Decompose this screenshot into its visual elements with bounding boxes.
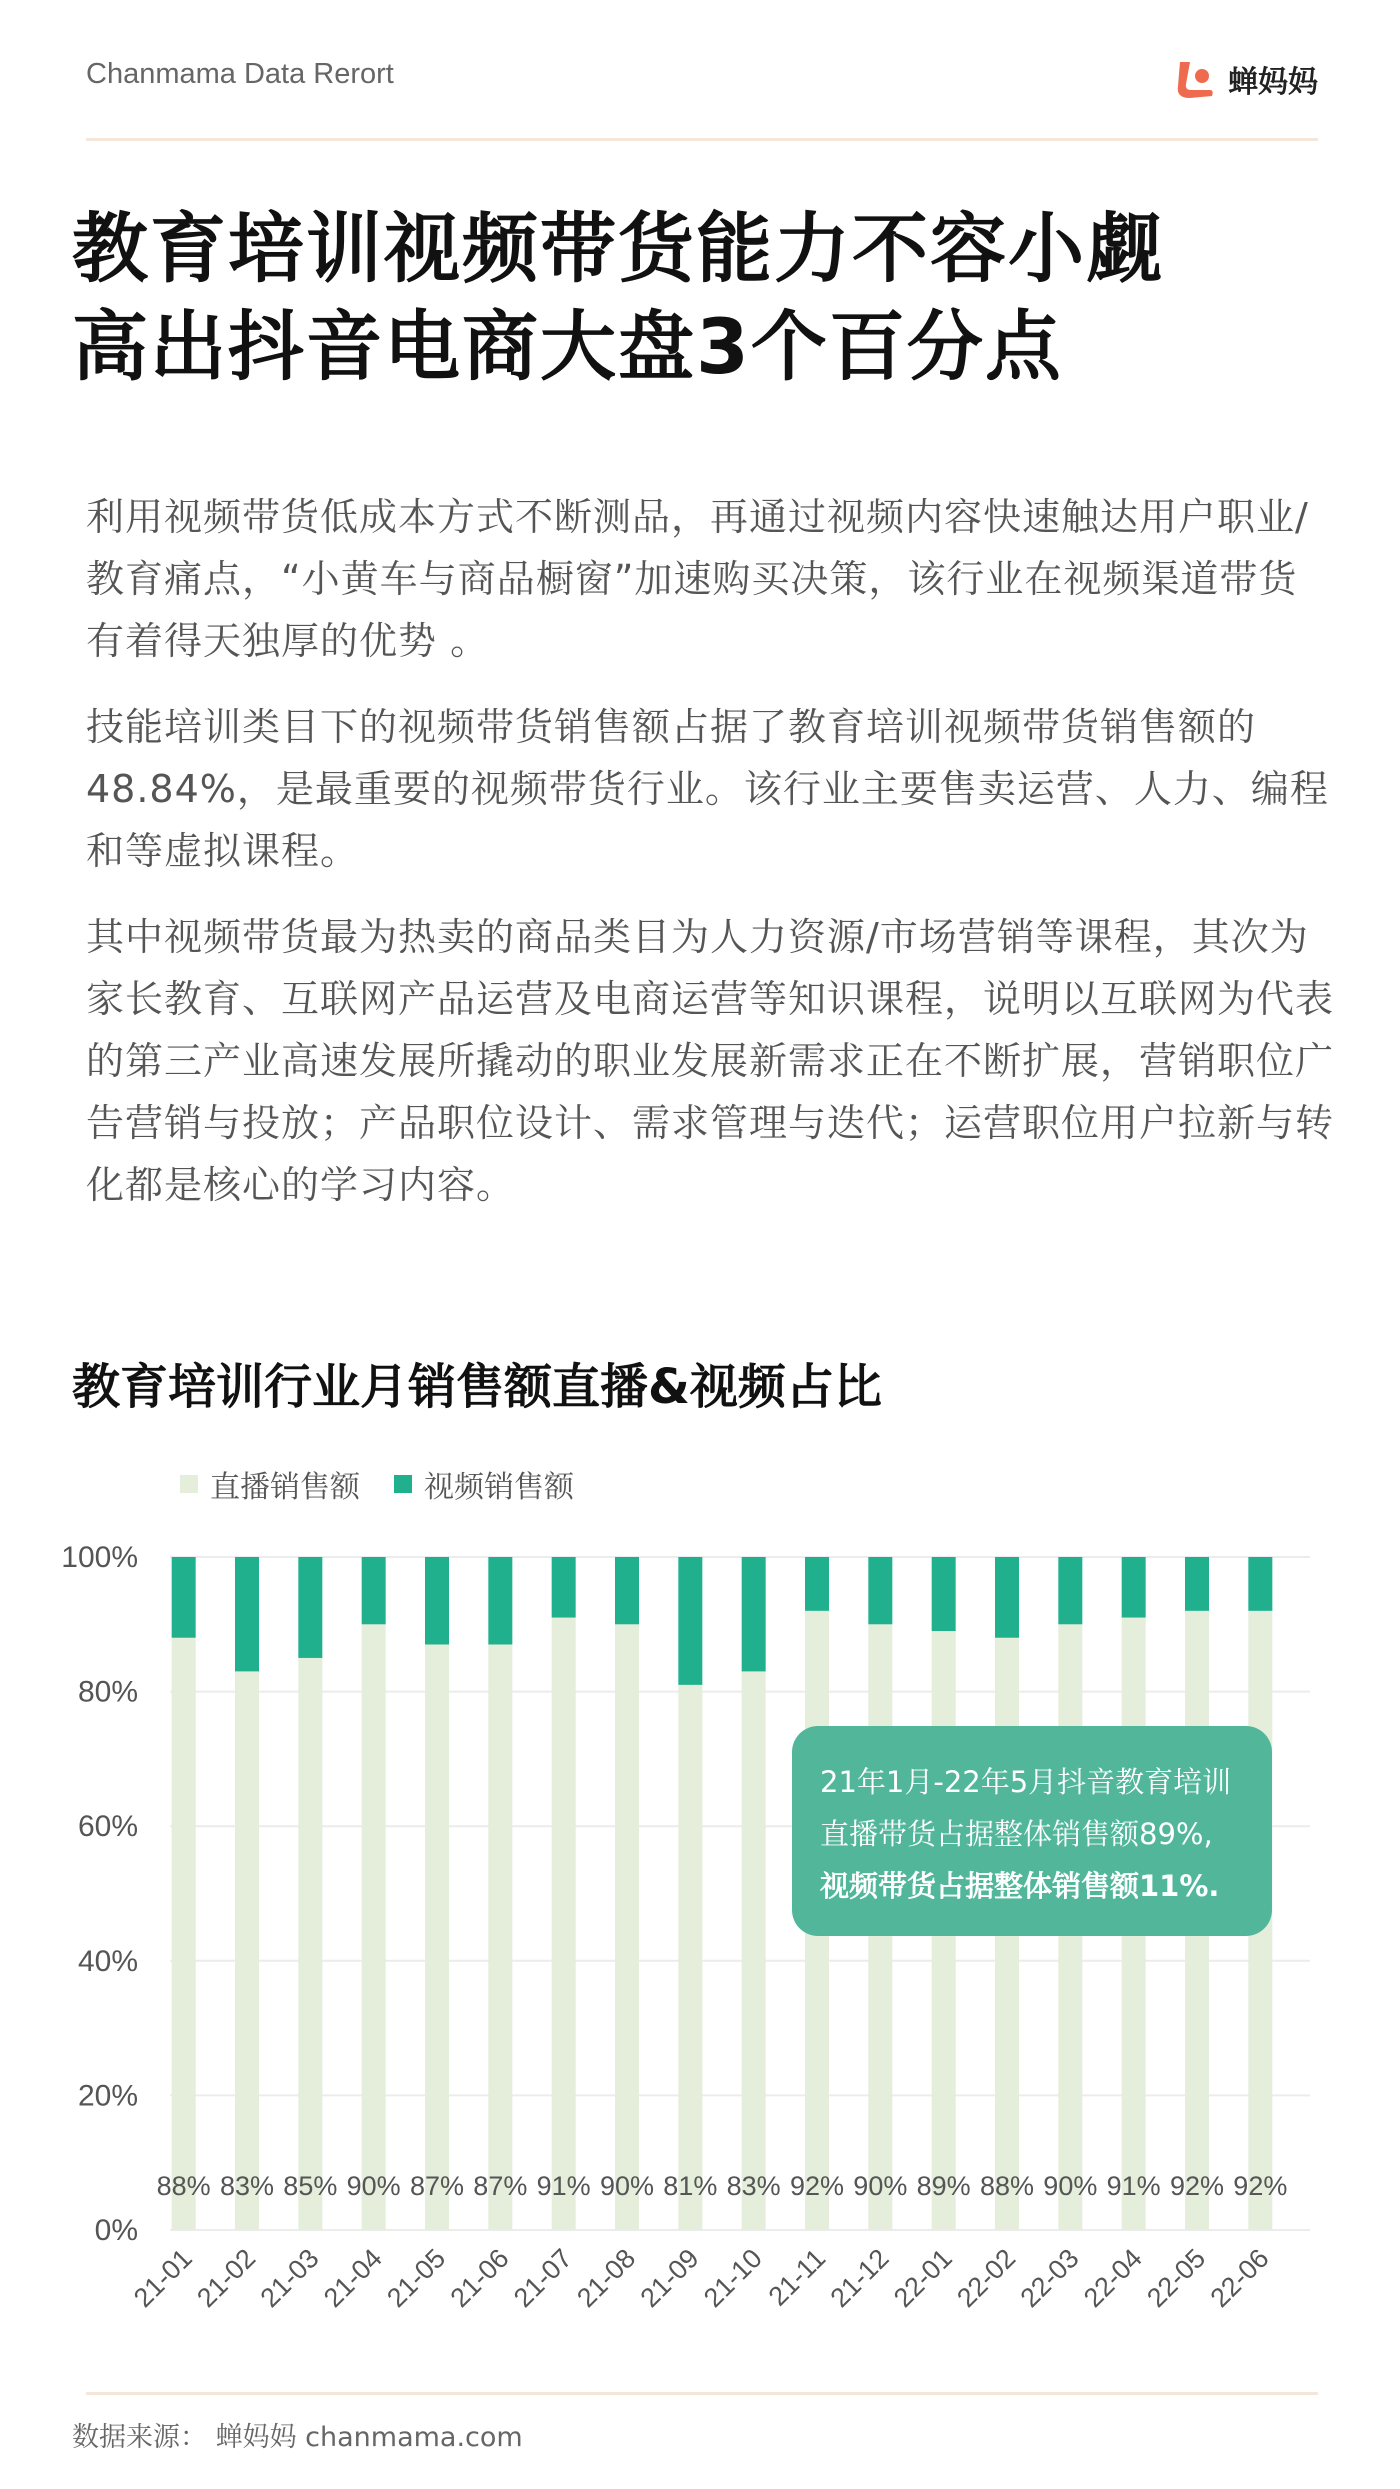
data-label: 92%	[1233, 2171, 1288, 2201]
bar-video	[298, 1557, 322, 1658]
y-tick-label: 80%	[77, 1675, 138, 1709]
report-name: Chanmama Data Rerort	[86, 58, 394, 90]
x-tick-label: 22-03	[1014, 2243, 1085, 2314]
report-header	[86, 58, 1318, 141]
bar-video	[868, 1557, 892, 1624]
bar-live	[678, 1685, 702, 2230]
brand-name: 蝉妈妈	[1228, 65, 1318, 100]
y-tick-label: 40%	[77, 1944, 138, 1978]
data-label: 92%	[1169, 2171, 1225, 2201]
bar-video	[172, 1557, 196, 1638]
x-tick-label: 21-06	[444, 2243, 515, 2314]
data-label: 83%	[726, 2171, 781, 2201]
bar-live	[235, 1671, 259, 2230]
paragraph-1: 利用视频带货低成本方式不断测品，再通过视频内容快速触达用户职业/教育痛点，“小黄车与商品橱窗”加速购买决策，该行业在视频渠道带货有着得天独厚的优势 。	[86, 495, 1309, 663]
x-tick-label: 21-08	[571, 2243, 642, 2314]
x-tick-label: 21-07	[507, 2243, 578, 2314]
bar-video	[235, 1557, 259, 1671]
data-source: 数据来源： 蝉妈妈 chanmama.com	[72, 2422, 523, 2453]
data-label: 92%	[789, 2171, 845, 2201]
bar-live	[742, 1671, 766, 2230]
bar-video	[1122, 1557, 1146, 1618]
brand-logo	[1172, 56, 1318, 102]
data-label: 87%	[409, 2171, 465, 2201]
bar-video	[1185, 1557, 1209, 1611]
title-line-2: 高出抖音电商大盘3个百分点	[72, 302, 1063, 391]
data-label: 83%	[219, 2171, 275, 2201]
x-tick-label: 21-04	[317, 2243, 388, 2314]
x-tick-label: 22-05	[1141, 2243, 1212, 2314]
bar-video	[1058, 1557, 1082, 1624]
x-tick-label: 22-02	[951, 2243, 1022, 2314]
bar-video	[1248, 1557, 1272, 1611]
footer-divider	[86, 2392, 1318, 2395]
data-label: 91%	[1106, 2171, 1161, 2201]
data-label: 90%	[346, 2171, 401, 2201]
bar-video	[742, 1557, 766, 1671]
bar-live	[362, 1624, 386, 2230]
legend-swatch-live	[180, 1475, 198, 1493]
callout-line-1: 21年1月-22年5月抖音教育培训	[820, 1765, 1232, 1799]
x-tick-label: 21-09	[634, 2243, 705, 2314]
x-tick-label: 21-12	[824, 2243, 895, 2314]
y-tick-label: 60%	[77, 1810, 138, 1844]
data-label: 88%	[156, 2171, 211, 2201]
x-tick-label: 21-02	[191, 2243, 262, 2314]
x-tick-label: 21-03	[254, 2243, 325, 2314]
data-label: 85%	[283, 2171, 338, 2201]
summary-callout	[792, 1726, 1272, 1936]
bar-video	[805, 1557, 829, 1611]
callout-line-2: 直播带货占据整体销售额89%,	[820, 1817, 1213, 1851]
bar-video	[615, 1557, 639, 1624]
y-tick-label: 0%	[94, 2214, 138, 2247]
paragraph-3: 其中视频带货最为热卖的商品类目为人力资源/市场营销等课程，其次为家长教育、互联网产品运营及电商运营等知识课程，说明以互联网为代表的第三产业高速发展所撬动的职业发展新需求正在不断扩展，营销职位广告营销与投放；产品职位设计、需求管理与迭代；运营职位用户拉新与转化都是核心的学习内容。	[86, 915, 1335, 1207]
bar-video	[552, 1557, 576, 1618]
y-tick-label: 100%	[61, 1541, 138, 1574]
legend-label-live: 直播销售额	[210, 1470, 360, 1505]
x-tick-label: 21-01	[127, 2243, 198, 2314]
bar-live	[488, 1644, 512, 2230]
bar-video	[995, 1557, 1019, 1638]
data-label: 88%	[979, 2171, 1035, 2201]
bar-video	[488, 1557, 512, 1644]
bar-live	[298, 1658, 322, 2230]
callout-line-3: 视频带货占据整体销售额11%.	[820, 1869, 1220, 1903]
chart-title: 教育培训行业月销售额直播&视频占比	[72, 1359, 882, 1415]
cicada-logo-icon	[1172, 56, 1218, 102]
x-tick-label: 21-05	[381, 2243, 452, 2314]
bar-live	[552, 1618, 576, 2230]
title-line-1: 教育培训视频带货能力不容小觑	[72, 204, 1164, 293]
bar-video	[362, 1557, 386, 1624]
data-label: 81%	[663, 2171, 718, 2201]
x-tick-label: 22-06	[1204, 2243, 1275, 2314]
page-title	[72, 200, 1332, 396]
bar-live	[172, 1638, 196, 2230]
bar-video	[932, 1557, 956, 1631]
bar-live	[425, 1644, 449, 2230]
y-tick-label: 20%	[77, 2079, 138, 2113]
x-tick-label: 21-10	[697, 2243, 768, 2314]
paragraph-2: 技能培训类目下的视频带货销售额占据了教育培训视频带货销售额的48.84%，是最重要的视频带货行业。该行业主要售卖运营、人力、编程和等虚拟课程。	[86, 705, 1329, 873]
bar-video	[678, 1557, 702, 1685]
bar-live	[615, 1624, 639, 2230]
data-label: 90%	[599, 2171, 655, 2201]
legend-label-video: 视频销售额	[424, 1470, 574, 1505]
data-label: 91%	[536, 2171, 591, 2201]
data-label: 89%	[916, 2171, 971, 2201]
x-tick-label: 21-11	[762, 2243, 832, 2312]
x-tick-label: 22-01	[887, 2243, 958, 2314]
data-label: 87%	[473, 2171, 528, 2201]
bar-video	[425, 1557, 449, 1644]
legend-swatch-video	[394, 1475, 412, 1493]
x-tick-label: 22-04	[1077, 2243, 1148, 2314]
data-label: 90%	[1043, 2171, 1098, 2201]
data-label: 90%	[853, 2171, 908, 2201]
